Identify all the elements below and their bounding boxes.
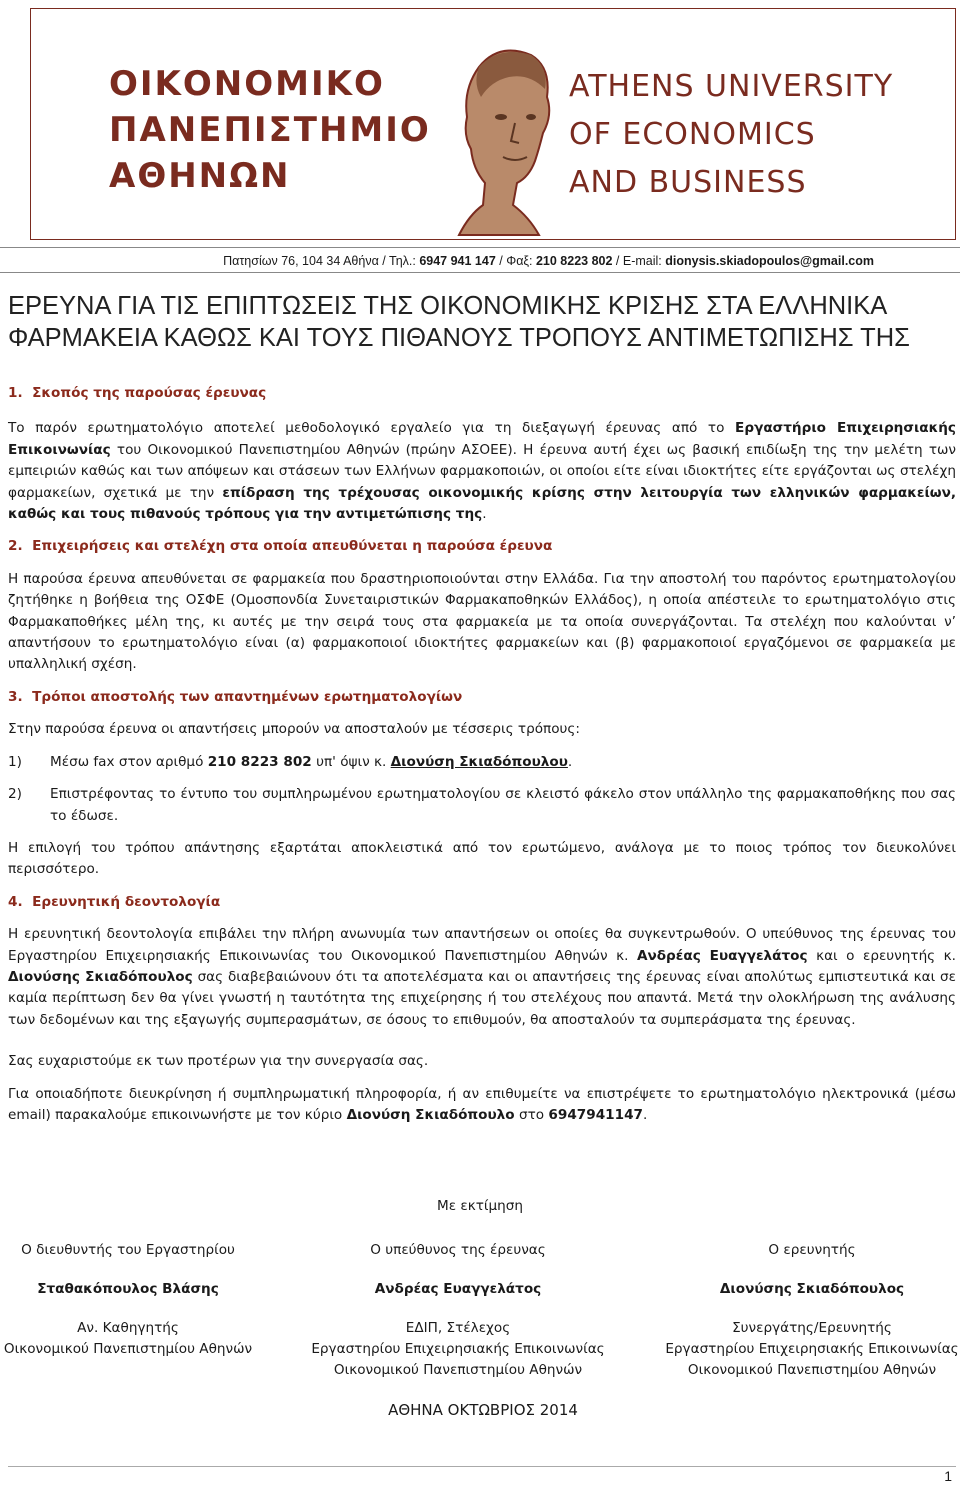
page-number: 1 <box>944 1468 952 1484</box>
signatory-director: Ο διευθυντής του Εργαστηρίου Σταθακόπουλος Βλάσης Αν. Καθηγητής Οικονομικού Πανεπιστημίου Αθηνών <box>3 1242 253 1357</box>
signatory-research-lead: Ο υπεύθυνος της έρευνας Ανδρέας Ευαγγελάτος ΕΔΙΠ, Στέλεχος Εργαστηρίου Επιχειρησιακής Επικοινωνίας Οικονομικού Πανεπιστημίου Αθηνών <box>311 1242 605 1378</box>
section-4-paragraph: Η ερευνητική δεοντολογία επιβάλει την πλήρη ανωνυμία των απαντήσεων οι οποίες θα συγκεντρωθούν. Ο υπεύθυνος της έρευνας του Εργαστηρίου Επιχειρησιακής Επικοινωνίας του Οικονομικού Πανεπιστημίου Αθηνών κ. Ανδρέας Ευαγγελάτος και ο ερευνητής κ. Διονύσης Σκιαδόπουλος σας διαβεβαιώνουν ότι τα αποτελέσματα και οι απαντήσεις της έρευνας είναι απολύτως εμπιστευτικά και σε καμία περίπτωση δεν θα γίνει γνωστή η ταυτότητα της επιχείρησης ή του στελέχους που απαντά. Μετά την ολοκλήρωση της ανάλυσης των δεδομένων και της εξαγωγής συμπερασμάτων, σε όσους το επιθυμούν, θα αποσταλούν τα συμπεράσματα της έρευνας. <box>8 926 956 1028</box>
phone-number: 6947 941 147 <box>419 254 496 268</box>
section-2-title: 2. Επιχειρήσεις και στελέχη στα οποία απευθύνεται η παρούσα έρευνα <box>8 538 553 555</box>
signatory-researcher: Ο ερευνητής Διονύσης Σκιαδόπουλος Συνεργάτης/Ερευνητής Εργαστηρίου Επιχειρησιακής Επικοινωνίας Οικονομικού Πανεπιστημίου Αθηνών <box>665 1242 959 1378</box>
closing-greeting: Με εκτίμηση <box>436 1198 524 1214</box>
section-4-title: 4. Ερευνητική δεοντολογία <box>8 893 221 910</box>
logo-english-text: ATHENS UNIVERSITY OF ECONOMICS AND BUSINESS <box>569 69 894 200</box>
thanks-text: Σας ευχαριστούμε εκ των προτέρων για την συνεργασία σας. <box>8 1053 429 1070</box>
fax-number: 210 8223 802 <box>535 254 613 268</box>
logo-greek-text: ΟΙΚΟΝΟΜΙΚΟ ΠΑΝΕΠΙΣΤΗΜΙΟ ΑΘΗΝΩΝ <box>109 64 431 196</box>
page-title: ΕΡΕΥΝΑ ΓΙΑ ΤΙΣ ΕΠΙΠΤΩΣΕΙΣ ΤΗΣ ΟΙΚΟΝΟΜΙΚΗΣ ΚΡΙΣΗΣ ΣΤΑ ΕΛΛΗΝΙΚΑ ΦΑΡΜΑΚΕΙΑ ΚΑΘΩΣ ΚΑΙ ΤΟΥΣ ΠΙΘΑΝΟΥΣ ΤΡΟΠΟΥΣ ΑΝΤΙΜΕΤΩΠΙΣΗΣ ΤΗΣ <box>8 292 910 352</box>
footer-divider <box>8 1466 956 1467</box>
university-logo <box>30 8 956 240</box>
contact-line: Πατησίων 76, 104 34 Αθήνα / Τηλ.: 6947 941 147 / Φαξ: 210 8223 802 / E-mail: dionysis.skiadopoulos@gmail.com <box>0 247 960 273</box>
email-link[interactable]: dionysis.skiadopoulos@gmail.com <box>665 254 874 268</box>
section-2-paragraph: Η παρούσα έρευνα απευθύνεται σε φαρμακεία που δραστηριοποιούνται στην Ελλάδα. Για την αποστολή του παρόντος ερωτηματολογίου ζητήθηκε η βοήθεια της ΟΣΦΕ (Ομοσπονδία Συνεταιριστικών Φαρμακαποθηκών Ελλάδος), η οποία απέστειλε το ερωτηματολόγιο στις Φαρμακαποθήκες μέλη της, κι αυτές με την σειρά τους στα φαρμακεία με τα οποία συνεργάζονται. Τα στελέχη που καλούνται ν’ απαντήσουν το ερωτηματολόγιο είναι (α) φαρμακοποιοί ιδιοκτήτες φαρμακείων και (β) φαρμακοποιοί εργαζόμενοι σε φαρμακεία με υπαλληλική σχέση. <box>8 570 956 673</box>
section-3-outro: Η επιλογή του τρόπου απάντησης εξαρτάται αποκλειστικά από τον ερωτώμενο, ανάλογα με το ποιος τρόπος τον διευκολύνει περισσότερο. <box>8 839 956 878</box>
document-body <box>8 383 956 1126</box>
contact-note: Για οποιαδήποτε διευκρίνηση ή συμπληρωματική πληροφορία, ή αν επιθυμείτε να επιστρέψετε το ερωτηματολόγιο ηλεκτρονικά (μέσω email) παρακαλούμε επικοινωνήστε με τον κύριο Διονύση Σκιαδόπουλο στο 6947941147. <box>8 1085 956 1123</box>
section-1-paragraph: Το παρόν ερωτηματολόγιο αποτελεί μεθοδολογικό εργαλείο για τη διεξαγωγή έρευνας από το Εργαστήριο Επιχειρησιακής Επικοινωνίας του Οικονομικού Πανεπιστημίου Αθηνών (πρώην ΑΣΟΕΕ). Η έρευνα αυτή έχει ως βασική επιδίωξη της την μελέτη των εμπειριών καθώς και των απόψεων και στάσεων των Ελλήνων φαρμακοποιών, οι οποίοι είτε είναι ιδιοκτήτες είτε εργάζονται ως στελέχη φαρμακείων, σχετικά με την επίδραση της τρέχουσας οικονομικής κρίσης στην λειτουργία των ελληνικών φαρμακείων, καθώς και τους πιθανούς τρόπους για την αντιμετώπισης της. <box>8 420 956 523</box>
hermes-head-icon <box>439 37 569 237</box>
list-item: 1) Μέσω fax στον αριθμό 210 8223 802 υπ' όψιν κ. Διονύση Σκιαδόπουλου. <box>8 753 573 770</box>
section-3-title: 3. Τρόποι αποστολής των απαντημένων ερωτηματολογίων <box>8 688 463 705</box>
section-3-intro: Στην παρούσα έρευνα οι απαντήσεις μπορούν να αποσταλούν με τέσσερις τρόπους: <box>8 721 580 738</box>
list-item: 2) Επιστρέφοντας το έντυπο του συμπληρωμένου ερωτηματολογίου σε κλειστό φάκελο στον υπάλληλο της φαρμακαποθήκης που σας το έδωσε. <box>8 786 956 824</box>
section-1-title: 1. Σκοπός της παρούσας έρευνας <box>8 385 267 401</box>
document-date: ΑΘΗΝΑ ΟΚΤΩΒΡΙΟΣ 2014 <box>388 1401 578 1419</box>
